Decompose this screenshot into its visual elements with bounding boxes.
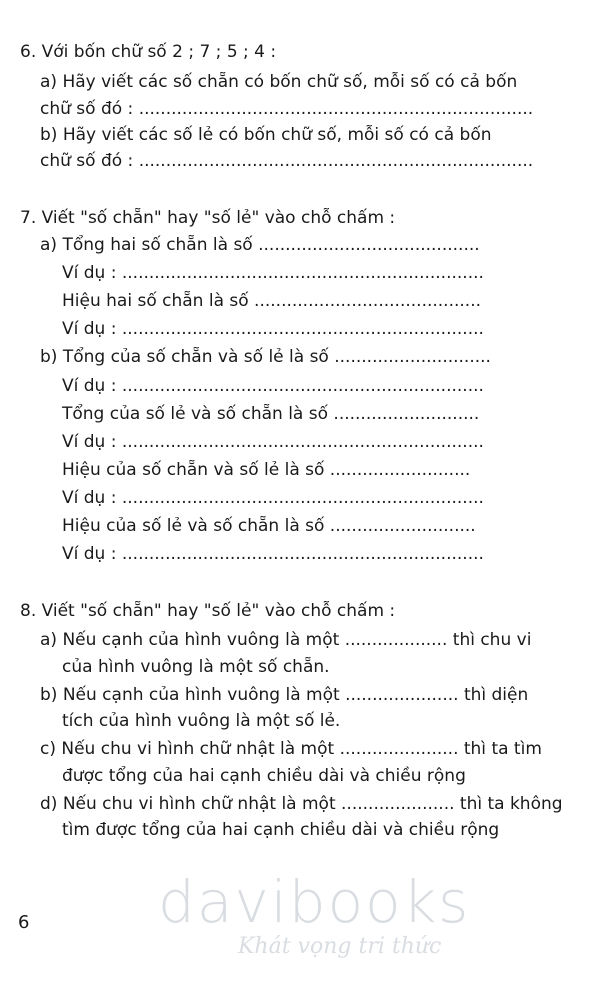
q6-b-line2: chữ số đó : .........................................................................: [40, 151, 534, 171]
q7-title: 7. Viết "số chẵn" hay "số lẻ" vào chỗ chấm :: [20, 208, 396, 228]
q6-a-line1: a) Hãy viết các số chẵn có bốn chữ số, mỗi số có cả bốn: [40, 72, 518, 92]
q8-b-line1: b) Nếu cạnh của hình vuông là một ..................... thì diện: [40, 685, 529, 705]
q8-a-line2: của hình vuông là một số chẵn.: [62, 657, 330, 677]
q7-line-11: Hiệu của số lẻ và số chẵn là số ...........................: [62, 516, 476, 536]
q8-d-line2: tìm được tổng của hai cạnh chiều dài và chiều rộng: [62, 820, 500, 840]
q7-line-1: a) Tổng hai số chẵn là số .........................................: [40, 235, 480, 255]
q8-d-line1: d) Nếu chu vi hình chữ nhật là một ..................... thì ta không: [40, 794, 563, 814]
page-number: 6: [18, 912, 30, 933]
q7-line-12: Ví dụ : ...................................................................: [62, 544, 484, 564]
q7-line-10: Ví dụ : ...................................................................: [62, 488, 484, 508]
q7-line-6: Ví dụ : ...................................................................: [62, 376, 484, 396]
q8-a-line1: a) Nếu cạnh của hình vuông là một ................... thì chu vi: [40, 630, 532, 650]
q6-a-line2: chữ số đó : .........................................................................: [40, 99, 534, 119]
q6-b-line1: b) Hãy viết các số lẻ có bốn chữ số, mỗi số có cả bốn: [40, 125, 492, 145]
q8-c-line1: c) Nếu chu vi hình chữ nhật là một ...................... thì ta tìm: [40, 739, 542, 759]
q7-line-8: Ví dụ : ...................................................................: [62, 432, 484, 452]
q8-c-line2: được tổng của hai cạnh chiều dài và chiều rộng: [62, 766, 466, 786]
q7-line-9: Hiệu của số chẵn và số lẻ là số ..........................: [62, 460, 471, 480]
watermark-tagline: Khát vọng tri thức: [238, 934, 442, 959]
q7-line-2: Ví dụ : ...................................................................: [62, 263, 484, 283]
q7-line-3: Hiệu hai số chẵn là số ..........................................: [62, 291, 482, 311]
watermark-logo: davibooks: [158, 868, 471, 936]
q8-title: 8. Viết "số chẵn" hay "số lẻ" vào chỗ chấm :: [20, 601, 396, 621]
q7-line-7: Tổng của số lẻ và số chẵn là số ...........................: [62, 404, 480, 424]
q7-line-5: b) Tổng của số chẵn và số lẻ là số .............................: [40, 347, 491, 367]
q7-line-4: Ví dụ : ...................................................................: [62, 319, 484, 339]
q8-b-line2: tích của hình vuông là một số lẻ.: [62, 711, 341, 731]
q6-title: 6. Với bốn chữ số 2 ; 7 ; 5 ; 4 :: [20, 42, 277, 62]
